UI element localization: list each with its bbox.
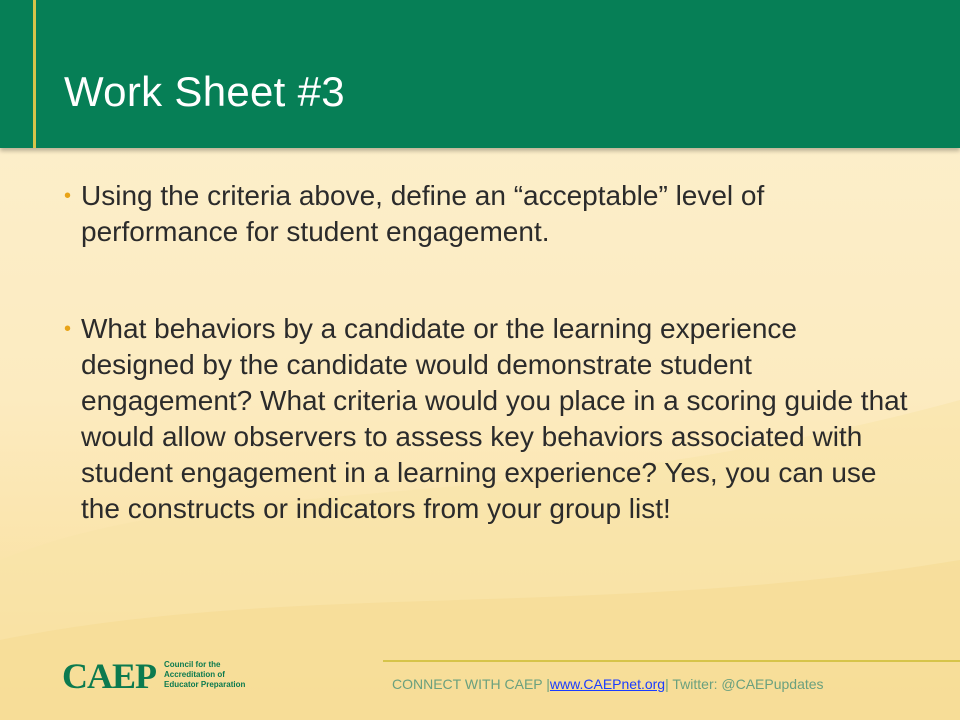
footer-divider	[383, 660, 960, 662]
caep-logo	[62, 656, 262, 696]
logo-tagline	[164, 660, 274, 690]
logo-tagline-line: Accreditation of	[164, 670, 225, 679]
logo-tagline-line: Educator Preparation	[164, 680, 246, 689]
slide-title: Work Sheet #3	[64, 68, 345, 115]
footer-separator: |	[546, 676, 550, 692]
bullet-dot-icon: •	[64, 185, 72, 207]
bullet-text: What behaviors by a candidate or the learning experience designed by the candidate would demonstrate student engagement? What criteria would you place in a scoring guide that would allow observers to assess key behaviors associated with student engagement in a learning experience? Yes, you can use the constructs or indicators from your group list!	[81, 313, 908, 524]
bullet-item	[62, 178, 912, 250]
twitter-handle: Twitter: @CAEPupdates	[672, 676, 824, 692]
footer-connect	[392, 676, 824, 692]
website-link[interactable]: www.CAEPnet.org	[549, 676, 666, 692]
logo-wordmark: CAEP	[62, 656, 156, 696]
logo-tagline-line: Council for the	[164, 660, 221, 669]
footer-separator: |	[665, 676, 669, 692]
connect-label: CONNECT WITH CAEP	[392, 676, 543, 692]
bullet-text: Using the criteria above, define an “acceptable” level of performance for student engagement.	[81, 180, 765, 247]
bullet-list	[62, 178, 912, 527]
bullet-item	[62, 311, 912, 527]
title-bar-accent-rule	[33, 0, 36, 148]
bullet-dot-icon: •	[64, 318, 72, 340]
title-bar	[0, 0, 960, 148]
